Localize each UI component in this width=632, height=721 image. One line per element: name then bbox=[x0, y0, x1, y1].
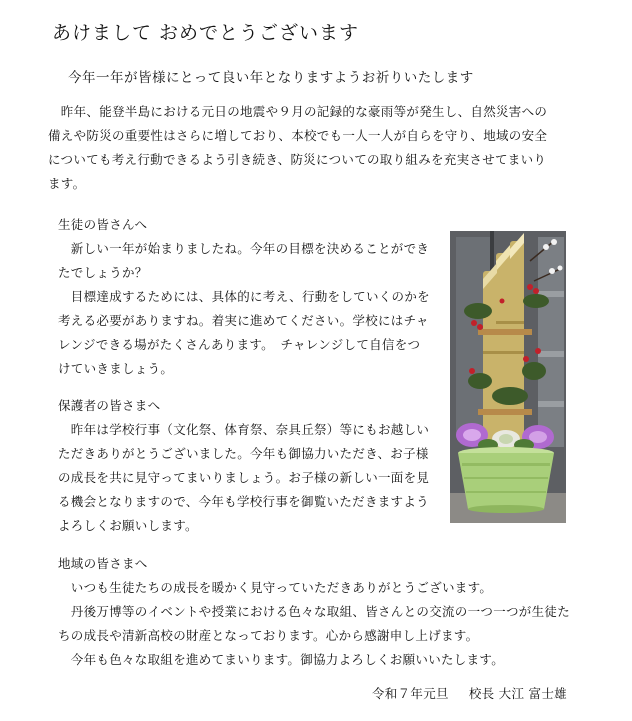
guardians-section bbox=[58, 394, 443, 538]
community-section bbox=[58, 552, 618, 672]
community-line: ちの成長や清新高校の財産となっております。心から感謝申し上げます。 bbox=[58, 628, 479, 643]
students-line: けていきましょう。 bbox=[58, 361, 174, 376]
signature-date: 令和７年元旦 bbox=[372, 686, 449, 701]
intro-line: についても考え行動できるよう引き続き、防災についての取り組みを充実させてまいり bbox=[48, 152, 547, 167]
community-line: 丹後万博等のイベントや授業における色々な取組、皆さんとの交流の一つ一つが生徒た bbox=[58, 604, 571, 619]
guardians-line: 昨年は学校行事（文化祭、体育祭、奈具丘祭）等にもお越しい bbox=[58, 422, 430, 437]
community-line: いつも生徒たちの成長を暖かく見守っていただきありがとうございます。 bbox=[58, 580, 493, 595]
guardians-line: ただきありがとうございました。今年も御協力いただき、お子様 bbox=[58, 446, 429, 461]
intro-line: ます。 bbox=[48, 176, 86, 191]
students-line: たでしょうか？ bbox=[58, 265, 148, 280]
community-heading: 地域の皆さまへ bbox=[58, 556, 148, 571]
page-title: あけまして おめでとうございます bbox=[52, 22, 360, 44]
guardians-line: る機会となりますので、今年も学校行事を御覧いただきますよう bbox=[58, 494, 429, 509]
kadomatsu-photo-icon bbox=[450, 231, 566, 523]
signature-name: 校長 大江 富士雄 bbox=[468, 686, 567, 701]
signature bbox=[372, 684, 587, 702]
intro-line: 備えや防災の重要性はさらに増しており、本校でも一人一人が自らを守り、地域の安全 bbox=[48, 128, 548, 143]
guardians-heading: 保護者の皆さまへ bbox=[58, 398, 161, 413]
students-line: 考える必要がありますね。着実に進めてください。学校にはチャ bbox=[58, 313, 429, 328]
intro-line: 昨年、能登半島における元日の地震や９月の記録的な豪雨等が発生し、自然災害への bbox=[48, 104, 548, 119]
students-line: 新しい一年が始まりましたね。今年の目標を決めることができ bbox=[58, 241, 430, 256]
intro-paragraph bbox=[48, 100, 588, 196]
students-heading: 生徒の皆さんへ bbox=[58, 217, 148, 232]
guardians-line: よろしくお願いします。 bbox=[58, 518, 198, 533]
greeting-subtitle: 今年一年が皆様にとって良い年となりますようお祈りいたします bbox=[68, 70, 474, 86]
guardians-line: の成長を共に見守ってまいりましょう。お子様の新しい一面を見 bbox=[58, 470, 430, 485]
students-section bbox=[58, 213, 443, 381]
students-line: レンジできる場がたくさんあります。 チャレンジして自信をつ bbox=[58, 337, 421, 352]
students-line: 目標達成するためには、具体的に考え、行動をしていくのかを bbox=[58, 289, 430, 304]
community-line: 今年も色々な取組を進めてまいります。御協力よろしくお願いいたします。 bbox=[58, 652, 505, 667]
